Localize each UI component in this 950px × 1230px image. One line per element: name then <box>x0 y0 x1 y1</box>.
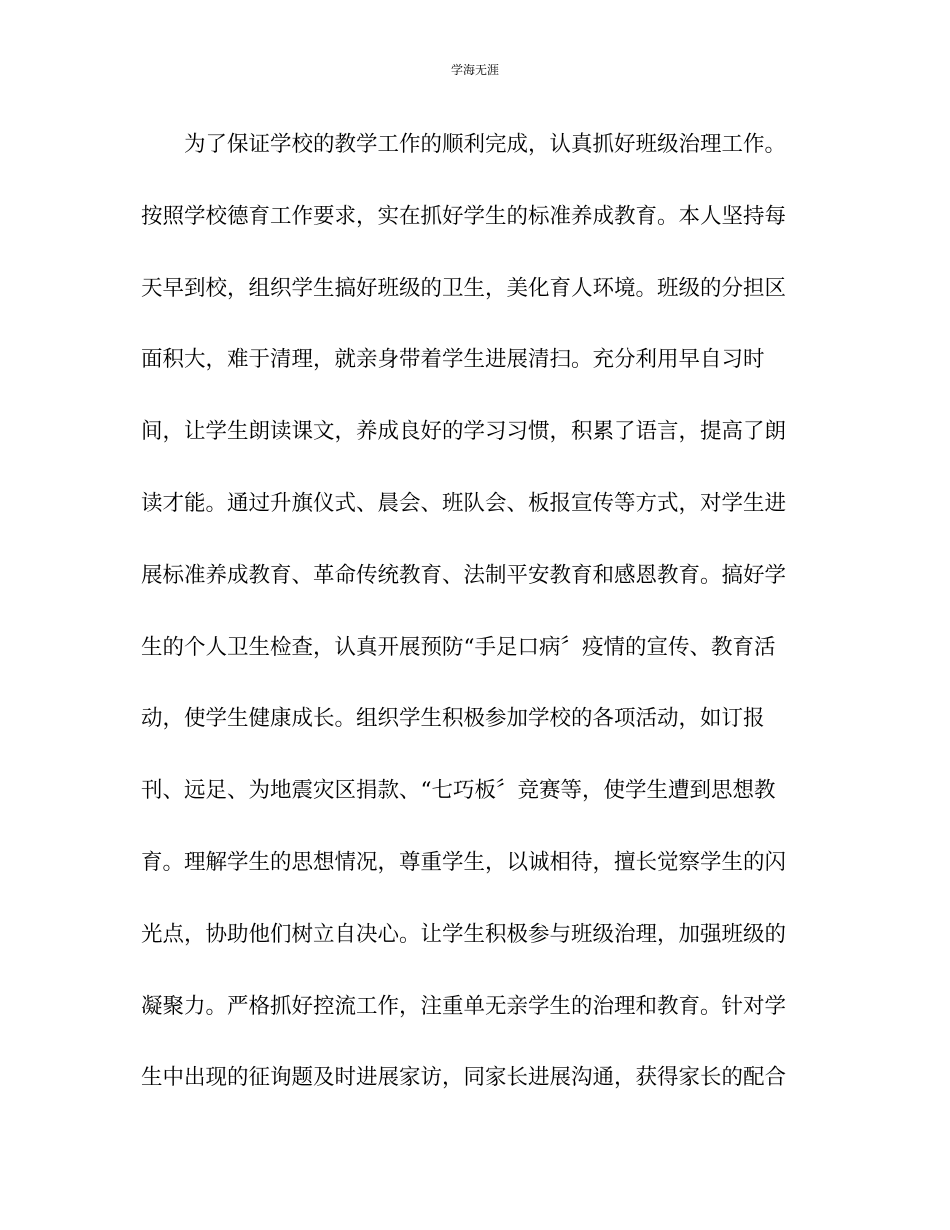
text-line: 按照学校德育工作要求，实在抓好学生的标准养成教育。本人坚持每 <box>141 203 787 229</box>
text-line: 育。理解学生的思想情况，尊重学生，以诚相待，擅长觉察学生的闪 <box>141 849 787 875</box>
text-line: 面积大，难于清理，就亲身带着学生进展清扫。充分利用早自习时 <box>141 347 765 373</box>
text-line: 凝聚力。严格抓好控流工作，注重单无亲学生的治理和教育。针对学 <box>141 993 787 1019</box>
page-header: 学海无涯 <box>450 63 499 77</box>
text-line: 读才能。通过升旗仪式、晨会、班队会、板报宣传等方式，对学生进 <box>141 490 787 516</box>
text-line: 间，让学生朗读课文，养成良好的学习习惯，积累了语言，提高了朗 <box>141 419 787 445</box>
text-line: 展标准养成教育、革命传统教育、法制平安教育和感恩教育。搞好学 <box>141 562 787 588</box>
text-line: 光点，协助他们树立自决心。让学生积极参与班级治理，加强班级的 <box>141 921 787 947</box>
text-line: 生的个人卫生检查，认真开展预防“手足口病〞疫情的宣传、教育活 <box>141 634 776 660</box>
text-line: 天早到校，组织学生搞好班级的卫生，美化育人环境。班级的分担区 <box>141 275 787 301</box>
text-line: 动，使学生健康成长。组织学生积极参加学校的各项活动，如订报 <box>141 706 765 732</box>
text-line: 刊、远足、为地震灾区捐款、“七巧板〞竞赛等，使学生遭到思想教 <box>141 778 776 804</box>
text-line: 生中出现的征询题及时进展家访，同家长进展沟通，获得家长的配合 <box>141 1065 787 1091</box>
body-paragraph <box>141 125 801 1130</box>
text-line: 为了保证学校的教学工作的顺利完成，认真抓好班级治理工作。 <box>184 132 787 157</box>
